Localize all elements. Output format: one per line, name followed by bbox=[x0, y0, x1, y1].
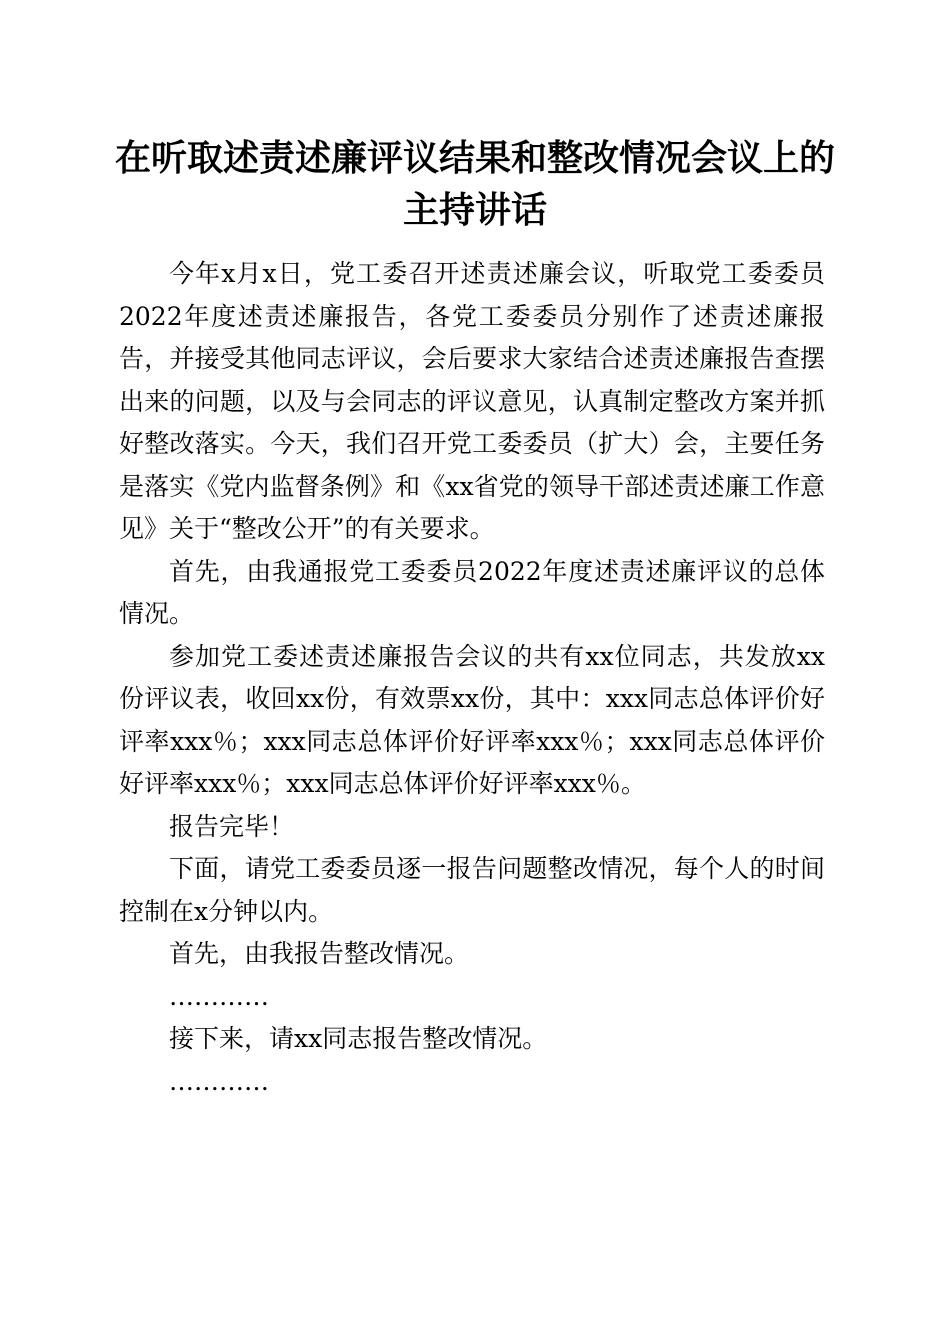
paragraph-overview: 首先，由我通报党工委委员2022年度述责述廉评议的总体情况。 bbox=[119, 556, 825, 628]
title-line-2: 主持讲话 bbox=[402, 189, 547, 231]
document-title bbox=[100, 132, 850, 236]
paragraph-first-report: 首先，由我报告整改情况。 bbox=[169, 939, 470, 968]
paragraph-intro: 今年x月x日，党工委召开述责述廉会议，听取党工委委员2022年度述责述廉报告，各党工委委员分别作了述责述廉报告，并接受其他同志评议，会后要求大家结合述责述廉报告查摆出来的问题，以及与会同志的评议意见，认真制定整改方案并抓好整改落实。今天，我们召开党工委委员（扩大）会，主要任务是落实《党内监督条例》和《xx省党的领导干部述责述廉工作意见》关于“整改公开”的有关要求。 bbox=[119, 259, 825, 543]
document-body bbox=[119, 253, 825, 1103]
paragraph-ellipsis-1: ………… bbox=[169, 981, 269, 1011]
paragraph-report-done: 报告完毕！ bbox=[169, 811, 295, 841]
paragraph-next-report: 接下来，请xx同志报告整改情况。 bbox=[169, 1024, 548, 1053]
title-line-1: 在听取述责述廉评议结果和整改情况会议上的 bbox=[114, 137, 835, 179]
paragraph-evaluation: 参加党工委述责述廉报告会议的共有xx位同志，共发放xx份评议表，收回xx份，有效票xx份，其中：xxx同志总体评价好评率xxx％；xxx同志总体评价好评率xxx％；xxx同志总体评价好评率xxx％；xxx同志总体评价好评率xxx％。 bbox=[119, 641, 825, 798]
paragraph-ellipsis-2: ………… bbox=[169, 1066, 269, 1096]
paragraph-instructions: 下面，请党工委委员逐一报告问题整改情况，每个人的时间控制在x分钟以内。 bbox=[119, 854, 825, 926]
